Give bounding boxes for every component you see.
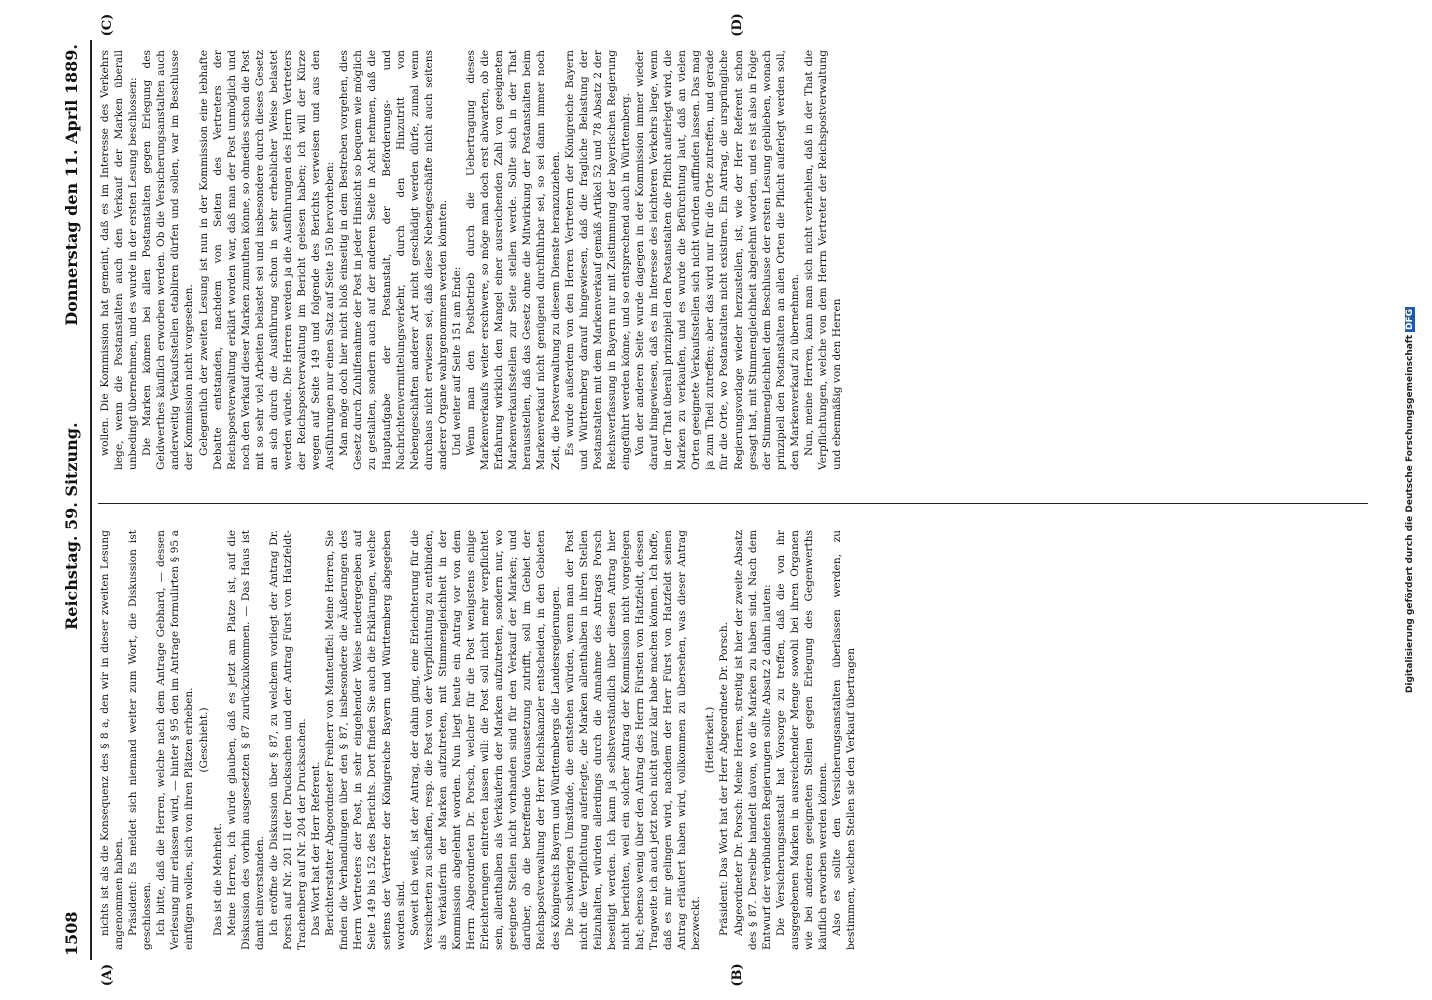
- dfg-credit-text: Digitalisierung gefördert durch die Deutsche Forschungsgemeinschaft: [1405, 334, 1415, 694]
- dfg-credit: [1405, 0, 1415, 1000]
- paragraph: Es wurde außerdem von den Herren Vertretern der Königreiche Bayern und Württemberg darauf hingewiesen, daß die fragliche Belastung der Postanstalten mit dem Markenverkauf gemäß Artikel 52 und 78 Absatz 2 der Reichsverfassung in Bayern nur mit Zustimmung der bayerischen Regierung eingeführt werden könne, und so entsprechend auch in Württemberg.: [563, 50, 632, 470]
- paragraph: Das ist die Mehrheit.: [211, 823, 224, 936]
- left-column: [98, 530, 1368, 950]
- paragraph: Präsident: Es meldet sich niemand weiter zum Wort, die Diskussion ist geschlossen.: [127, 530, 154, 950]
- stage-direction: (Heiterkeit.): [704, 706, 717, 774]
- session-title: Reichstag. 59. Sitzung.: [62, 422, 81, 630]
- paragraph: Abgeordneter Dr. Porsch: Meine Herren, streitig ist hier der zweite Absatz des § 87. Derselbe handelt davon, wo die Marken zu haben sind. Nach dem Entwurf der verbündeten Regierungen sollte Absatz 2 dahin lauten:: [732, 530, 773, 950]
- paragraph: Ich bitte, daß die Herren, welche nach dem Antrage Gebhard, — dessen Verlesung mir erlassen wird, — hinter § 95 den im Antrage formulirten § 95 a einfügen wollen, sich von ihren Plätzen erheben.: [155, 530, 196, 950]
- quotation: Wenn man den Postbetrieb durch die Uebertragung dieses Markenverkaufs weiter erschwere, so möge man doch erst abwarten, ob die Erfahrung wirklich den Mangel einer ausreichenden Zahl von geeigneten Markenverkaufsstellen zur Seite stellen werde. Sollte sich in der That herausstellen, daß das Gesetz ohne die Mitwirkung der Postanstalten beim Markenverkauf nicht genügend durchführbar sei, so sei dann immer noch Zeit, die Postverwaltung zu diesem Dienste heranzuziehen.: [465, 50, 562, 470]
- margin-letter-d: (D): [730, 13, 745, 37]
- margin-letter-a: (A): [100, 963, 115, 987]
- paragraph: Und weiter auf Seite 151 am Ende:: [450, 266, 463, 456]
- session-date: Donnerstag den 11. April 1889.: [62, 44, 81, 326]
- paragraph: Nun, meine Herren, kann man sich nicht verhehlen, daß in der That die Verpflichtungen, welche von dem Herrn Vertreter der Reichspostverwaltung und ebenmäßig von den Herren: [802, 50, 844, 470]
- stage-direction: (Geschieht.): [197, 707, 210, 773]
- paragraph: nichts ist als die Konsequenz des § 8 a, den wir in dieser zweiten Lesung angenommen haben.: [99, 530, 126, 950]
- paragraph: Meine Herren, ich würde glauben, daß es jetzt am Platze ist, auf die Diskussion des vorhin ausgesetzten § 87 zurückzukommen. — Das Haus ist damit einverstanden.: [225, 530, 266, 950]
- quotation: Man möge doch hier nicht bloß einseitig in dem Bestreben vorgehen, dies Gesetz durch Zuhilfenahme der Post in jeder Hinsicht so bequem wie möglich zu gestalten, sondern auch auf der anderen Seite in Acht nehmen, daß die Hauptaufgabe der Postanstalt, der Beförderungs- und Nachrichtenvermittelungsverkehr, durch den Hinzutritt von Nebengeschäften anderer Art nicht geschädigt werden dürfe, zumal wenn durchaus nicht erwiesen sei, daß diese Nebengeschäfte nicht auch seitens anderer Organe wahrgenommen werden könnten.: [338, 50, 449, 470]
- paragraph: Die schwierigen Umstände, die entstehen würden, wenn man der Post nicht die Verpflichtung auferlegte, die Marken allenthalben in ihren Stellen feilzuhalten, würden allerdings durch die Annahme des Antrags Porsch beseitigt werden. Ich kann ja selbstverständlich über diesen Antrag hier nicht berichten, weil ein solcher Antrag der Kommission nicht vorgelegen hat; ebenso wenig über den Antrag des Herrn Fürsten von Hatzfeldt, dessen Tragweite ich auch jetzt noch nicht ganz klar habe machen können. Ich hoffe, daß es mir gelingen wird, nachdem der Herr Fürst von Hatzfeldt seinen Antrag erläutert haben wird, vollkommen zu übersehen, was dieser Antrag bezweckt.: [563, 530, 703, 950]
- paragraph: Von der anderen Seite wurde dagegen in der Kommission immer wieder darauf hingewiesen, daß es im Interesse des leichteren Verkehrs liege, wenn in der That überall prinzipiell den Postanstalten die Pflicht auferlegt wird, die Marken zu verkaufen, und es wurde die Befürchtung laut, daß an vielen Orten geeignete Verkaufsstellen sich nicht würden auffinden lassen. Das mag ja zum Theil zutreffen; aber das wird nur für die Orte zutreffen, und gerade für die Orte, wo Postanstalten nicht existiren. Ein Antrag, die ursprüngliche Regierungsvorlage wieder herzustellen, ist, wie der Herr Referent schon gesagt hat, mit Stimmengleichheit abgelehnt worden, und es ist also in Folge der Stimmengleichheit dem Beschlusse der ersten Lesung geblieben, wonach prinzipiell den Postanstalten an allen Orten die Pflicht auferlegt werden soll, den Markenverkauf zu übernehmen.: [633, 50, 801, 470]
- paragraph: Also es sollte den Versicherungsanstalten überlassen werden, zu bestimmen, welchen Stellen sie den Verkauf übertragen: [831, 530, 858, 950]
- paragraph: wollen. Die Kommission hat gemeint, daß es im Interesse des Verkehrs liege, wenn die Postanstalten auch den Verkauf der Marken überall unbedingt übernehmen, und es wurde in der ersten Lesung beschlossen:: [99, 50, 140, 470]
- right-column: [98, 50, 1368, 470]
- paragraph: Das Wort hat der Herr Referent.: [310, 761, 323, 936]
- quotation: Die Marken können bei allen Postanstalten gegen Erlegung des Geldwerthes käuflich erworben werden. Ob die Versicherungsanstalten auch anderweitig Verkaufsstellen etabliren dürfen und sollen, war im Beschlusse der Kommission nicht vorgesehen.: [141, 50, 196, 470]
- paragraph: Präsident: Das Wort hat der Herr Abgeordnete Dr. Porsch.: [718, 621, 731, 936]
- paragraph: Berichterstatter Abgeordneter Freiherr von Manteuffel: Meine Herren, Sie finden die Verhandlungen über den § 87, insbesondere die Äußerungen des Herrn Vertreters der Post, in sehr eingehender Weise niedergegeben auf Seite 149 bis 152 des Berichts. Dort finden Sie auch die Erklärungen, welche seitens der Vertreter der Königreiche Bayern und Württemberg abgegeben worden sind.: [324, 530, 407, 950]
- quotation: Die Versicherungsanstalt hat Vorsorge zu treffen, daß die von ihr ausgegebenen Marken in ausreichender Menge sowohl bei ihren Organen wie bei anderen geeigneten Stellen gegen Erlegung des Gegenwerths käuflich erworben werden können.: [774, 530, 829, 950]
- page-header: [56, 40, 92, 960]
- column-divider: [98, 503, 1368, 504]
- paragraph: Gelegentlich der zweiten Lesung ist nun in der Kommission eine lebhafte Debatte entstanden, nachdem von Seiten des Vertreters der Reichspostverwaltung erklärt worden war, daß man der Post unmöglich und noch den Verkauf dieser Marken zumuthen könne, so ohnedies schon die Post mit so sehr viel Arbeiten belastet sei und insbesondere durch dieses Gesetz an sich durch die Ausführung schon in sehr erheblicher Weise belastet werden würde. Die Herren werden ja die Ausführungen des Herrn Vertreters der Reichspostverwaltung im Bericht gelesen haben; ich will der Kürze wegen auf Seite 149 und folgende des Berichts verweisen und aus den Ausführungen nur einen Satz auf Seite 150 hervorheben:: [197, 50, 337, 470]
- margin-letter-b: (B): [730, 963, 745, 987]
- margin-letter-c: (C): [100, 13, 115, 37]
- dfg-logo: DFG: [1405, 308, 1415, 330]
- paragraph: Soweit ich weiß, ist der Antrag, der dahin ging, eine Erleichterung für die Versicherten zu schaffen, resp. die Post von der Verpflichtung zu entbinden, als Verkäuferin der Marken aufzutreten, mit Stimmengleichheit in der Kommission abgelehnt worden. Nun liegt heute ein Antrag vor von dem Herrn Abgeordneten Dr. Porsch, welcher für die Post wenigstens einige Erleichterungen eintreten lassen will: die Post soll nicht mehr verpflichtet sein, allenthalben als Verkäuferin der Marken aufzutreten, sondern nur, wo geeignete Stellen nicht vorhanden sind für den Verkauf der Marken; und darüber, ob die betreffende Voraussetzung zutrifft, soll im Gebiet der Reichspostverwaltung der Herr Reichskanzler entscheiden, in den Gebieten des Königreichs Bayern und Württembergs die Landesregierungen.: [408, 530, 562, 950]
- paragraph: Ich eröffne die Diskussion über § 87, zu welchem vorliegt der Antrag Dr. Porsch auf Nr. 201 II der Drucksachen und der Antrag Fürst von Hatzfeldt-Trachenberg auf Nr. 204 der Drucksachen.: [267, 530, 309, 950]
- page-number: 1508: [62, 911, 81, 956]
